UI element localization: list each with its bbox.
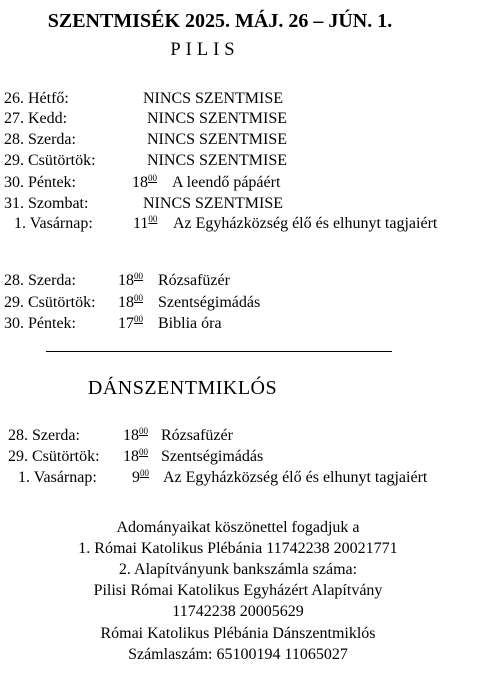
event-text: Biblia óra	[158, 315, 222, 332]
event-row-thursday	[0, 293, 490, 313]
mass-text: NINCS SZENTMISE	[147, 131, 288, 148]
mass-row-friday	[0, 173, 490, 193]
day-label: 30. Péntek:	[4, 315, 76, 332]
day-label: 31. Szombat:	[4, 195, 89, 212]
footer-parish-dan: Római Katolikus Plébánia Dánszentmiklós	[100, 625, 376, 642]
mass-text: NINCS SZENTMISE	[147, 110, 288, 127]
mass-text: Az Egyházközség élő és elhunyt tagjaiért	[173, 215, 438, 232]
day-label: 1. Vasárnap:	[18, 469, 97, 486]
day-label: 28. Szerda:	[8, 427, 80, 444]
dan-row-thursday	[0, 447, 490, 467]
mass-text: A leendő pápáért	[172, 174, 281, 191]
dan-text: Szentségimádás	[161, 448, 264, 465]
mass-text: NINCS SZENTMISE	[143, 195, 284, 212]
event-row-wednesday	[0, 271, 490, 291]
footer-foundation-heading: 2. Alapítványunk bankszámla száma:	[118, 561, 358, 578]
event-text: Rózsafüzér	[158, 272, 230, 289]
day-label: 30. Péntek:	[4, 174, 76, 191]
day-label: 29. Csütörtök:	[4, 152, 96, 169]
footer-account-1: 1. Római Katolikus Plébánia 11742238 20021771	[78, 540, 398, 557]
mass-time: $11^{00}$	[133, 214, 158, 232]
footer-foundation-account: 11742238 20005629	[172, 603, 304, 620]
dan-time: $9^{00}$	[132, 468, 149, 486]
mass-text: NINCS SZENTMISE	[143, 90, 284, 107]
event-text: Szentségimádás	[158, 294, 261, 311]
dan-time: $18^{00}$	[123, 426, 148, 444]
mass-text: NINCS SZENTMISE	[147, 152, 288, 169]
day-label: 26. Hétfő:	[4, 90, 69, 107]
mass-time: $18^{00}$	[132, 173, 157, 191]
section-divider	[46, 351, 392, 352]
dan-text: Rózsafüzér	[161, 427, 233, 444]
footer-intro: Adományaikat köszönettel fogadjuk a	[116, 519, 360, 536]
section-title-danszentmiklos: DÁNSZENTMIKLÓS	[87, 377, 278, 399]
mass-row-wednesday	[0, 130, 490, 150]
dan-time: $18^{00}$	[123, 447, 148, 465]
mass-row-monday	[0, 89, 490, 109]
mass-row-tuesday	[0, 109, 490, 129]
day-label: 28. Szerda:	[4, 131, 76, 148]
footer-parish-dan-account: Számlaszám: 65100194 11065027	[128, 646, 348, 663]
day-label: 29. Csütörtök:	[8, 448, 100, 465]
footer-foundation-name: Pilisi Római Katolikus Egyházért Alapítvány	[93, 582, 383, 599]
day-label: 27. Kedd:	[4, 110, 68, 127]
mass-row-thursday	[0, 151, 490, 171]
dan-text: Az Egyházközség élő és elhunyt tagjaiért	[163, 469, 428, 486]
mass-row-saturday	[0, 194, 490, 214]
dan-row-sunday	[0, 468, 490, 488]
page-subtitle-pilis: PILIS	[170, 40, 240, 60]
page-title: SZENTMISÉK 2025. MÁJ. 26 – JÚN. 1.	[47, 10, 393, 32]
event-time: $17^{00}$	[118, 314, 143, 332]
day-label: 28. Szerda:	[4, 272, 76, 289]
dan-row-wednesday	[0, 426, 490, 446]
event-time: $18^{00}$	[118, 271, 143, 289]
day-label: 1. Vasárnap:	[14, 215, 93, 232]
day-label: 29. Csütörtök:	[4, 294, 96, 311]
event-time: $18^{00}$	[118, 293, 143, 311]
event-row-friday	[0, 314, 490, 334]
mass-row-sunday	[0, 214, 490, 234]
